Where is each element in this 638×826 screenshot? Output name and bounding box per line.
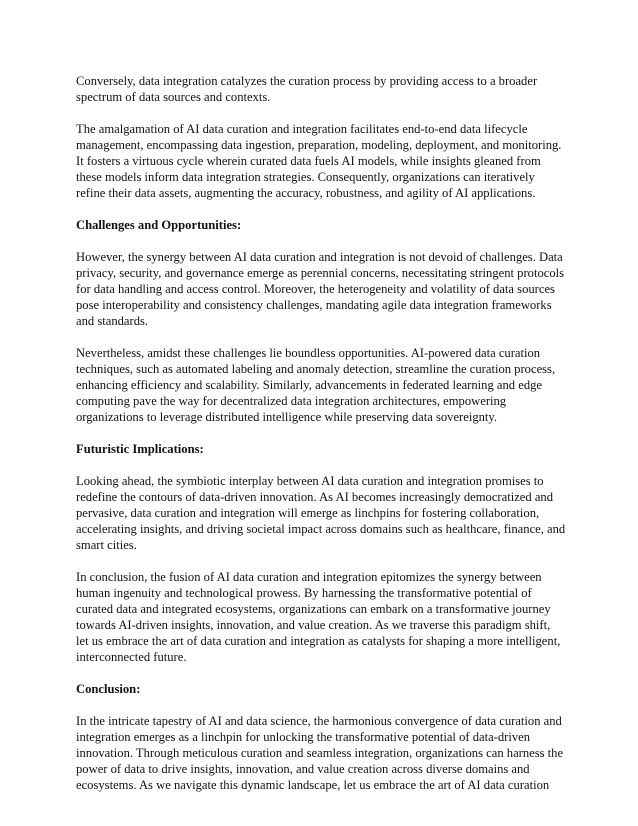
heading-challenges-opportunities: Challenges and Opportunities: [76,218,242,232]
paragraph-in-conclusion: In conclusion, the fusion of AI data curation and integration epitomizes the synergy between human ingenuity and technological prowess. By harnessing the transformative potential of curated data and integrated ecosystems, organizations can embark on a transformative journey towards AI-driven insights, innovation, and value creation. As we traverse this paradigm shift, let us embrace the art of data curation and integration as catalysts for shaping a more intelligent, interconnected future. [76,570,561,664]
heading-conclusion: Conclusion: [76,682,141,696]
paragraph-intricate-tapestry: In the intricate tapestry of AI and data science, the harmonious convergence of data curation and integration emerges as a linchpin for unlocking the transformative potential of data-driven innovation. Through meticulous curation and seamless integration, organizations can harness the power of data to drive insights, innovation, and value creation across diverse domains and ecosystems. As we navigate this dynamic landscape, let us embrace the art of AI data curation [76,714,564,792]
paragraph-challenges: However, the synergy between AI data curation and integration is not devoid of challenges. Data privacy, security, and governance emerge as perennial concerns, necessitating stringent protocols for data handling and access control. Moreover, the heterogeneity and volatility of data sources pose interoperability and consistency challenges, mandating agile data integration frameworks and standards. [76,250,565,328]
paragraph-amalgamation: The amalgamation of AI data curation and integration facilitates end-to-end data lifecycle management, encompassing data ingestion, preparation, modeling, deployment, and monitoring. It fosters a virtuous cycle wherein curated data fuels AI models, while insights gleaned from these models inform data integration strategies. Consequently, organizations can iteratively refine their data assets, augmenting the accuracy, robustness, and agility of AI applications. [76,122,562,200]
paragraph-looking-ahead: Looking ahead, the symbiotic interplay between AI data curation and integration promises to redefine the contours of data-driven innovation. As AI becomes increasingly democratized and pervasive, data curation and integration will emerge as linchpins for fostering collaboration, accelerating insights, and driving societal impact across domains such as healthcare, finance, and smart cities. [76,474,566,552]
heading-futuristic-implications: Futuristic Implications: [76,442,204,456]
paragraph-opportunities: Nevertheless, amidst these challenges lie boundless opportunities. AI-powered data curation techniques, such as automated labeling and anomaly detection, streamline the curation process, enhancing efficiency and scalability. Similarly, advancements in federated learning and edge computing pave the way for decentralized data integration architectures, empowering organizations to leverage distributed intelligence while preserving data sovereignty. [76,346,556,424]
paragraph-integration-catalyzes: Conversely, data integration catalyzes the curation process by providing access to a broader spectrum of data sources and contexts. [76,74,538,104]
document-page [76,73,568,809]
